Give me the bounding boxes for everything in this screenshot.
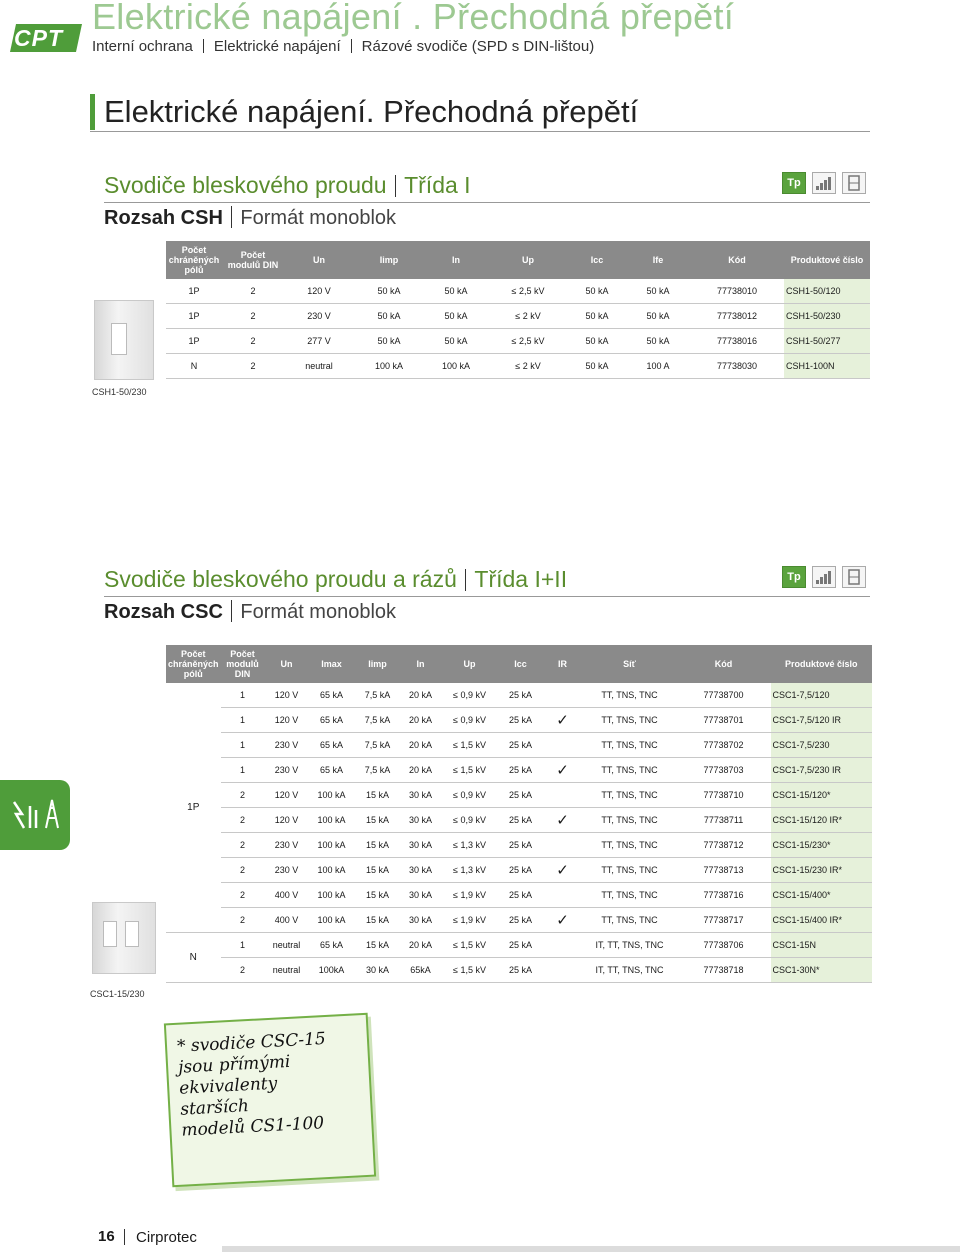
table-cell: 77738713 [677,858,771,883]
table-cell: CSC1-15/400 IR* [771,908,872,933]
table-cell: N [166,354,222,379]
col-header: Kód [690,241,784,279]
table-cell: ≤ 0,9 kV [441,708,499,733]
table-row [166,304,870,329]
table-cell: 15 kA [355,833,401,858]
lightning-tower-icon [0,780,70,850]
table-cell: 2 [221,783,265,808]
table-cell: 77738716 [677,883,771,908]
signal-bars-icon [812,566,836,588]
din-module-icon [842,172,866,194]
section1-range: Rozsah CSH [104,207,223,229]
footer-rule [222,1246,960,1252]
col-header: Produktové číslo [771,645,872,683]
col-header: Produktové číslo [784,241,870,279]
csc-table [166,645,872,983]
table-cell: 1P [166,279,222,304]
table-cell: 30 kA [401,808,441,833]
table-header-row [166,241,870,279]
table-cell: 30 kA [401,858,441,883]
table-cell: IT, TT, TNS, TNC [583,958,677,983]
divider [104,596,870,597]
table-cell: CSC1-7,5/120 [771,683,872,708]
table-cell: 7,5 kA [355,758,401,783]
table-cell: TT, TNS, TNC [583,883,677,908]
csh-table [166,241,870,379]
note-line: modelů CS1-100 [180,1113,325,1141]
breadcrumb-item[interactable]: Elektrické napájení [213,38,341,55]
table-cell: 100 kA [309,908,355,933]
note-line: jsou přímými [177,1051,291,1078]
table-row [166,683,872,708]
section2-icons [782,566,866,588]
table-cell: TT, TNS, TNC [583,908,677,933]
col-header: Icc [568,241,626,279]
table-cell: 50 kA [354,304,424,329]
table-cell: CSC1-15/120* [771,783,872,808]
pole-group-cell: 1P [166,683,221,933]
table-cell: CSC1-7,5/230 IR [771,758,872,783]
col-header: IR [543,645,583,683]
ir-check-cell [543,958,583,983]
table-cell: 25 kA [499,733,543,758]
note-line: ekvivalenty [178,1073,278,1099]
table-cell: TT, TNS, TNC [583,858,677,883]
table-cell: 400 V [265,883,309,908]
breadcrumb-item[interactable]: Rázové svodiče (SPD s DIN-lištou) [361,38,595,55]
table-cell: 20 kA [401,708,441,733]
divider [90,131,870,132]
table-cell: ≤ 1,5 kV [441,958,499,983]
table-cell: 2 [221,908,265,933]
col-header: In [401,645,441,683]
table-cell: 277 V [284,329,354,354]
table-cell: 77738718 [677,958,771,983]
table-row [166,758,872,783]
product-caption: CSH1-50/230 [92,387,147,397]
note-line: starších [179,1096,250,1120]
table-cell: 77738030 [690,354,784,379]
table-cell: 77738700 [677,683,771,708]
table-cell: 25 kA [499,958,543,983]
table-cell: ≤ 1,5 kV [441,733,499,758]
table-cell: neutral [265,958,309,983]
table-cell: 25 kA [499,758,543,783]
table-cell: CSC1-7,5/230 [771,733,872,758]
section1-title [104,172,471,199]
table-cell: 100 kA [309,883,355,908]
table-cell: 1 [221,708,265,733]
table-row [166,708,872,733]
section2-subtitle [104,600,396,624]
table-cell: CSC1-15N [771,933,872,958]
table-cell: 15 kA [355,933,401,958]
ir-check-cell: ✓ [543,858,583,883]
table-row [166,354,870,379]
table-cell: 1P [166,304,222,329]
table-cell: 25 kA [499,883,543,908]
ir-check-cell [543,683,583,708]
table-cell: ≤ 0,9 kV [441,783,499,808]
table-cell: CSH1-50/230 [784,304,870,329]
table-cell: 77738712 [677,833,771,858]
table-cell: 7,5 kA [355,683,401,708]
section1-title-text: Svodiče bleskového proudu [104,172,387,198]
table-cell: 1 [221,933,265,958]
table-cell: 2 [222,304,284,329]
table-cell: 230 V [265,733,309,758]
tp-icon: Tp [782,566,806,588]
table-cell: 50 kA [424,329,488,354]
table-cell: neutral [265,933,309,958]
table-cell: 65 kA [309,758,355,783]
table-cell: 100 kA [309,833,355,858]
table-cell: 77738710 [677,783,771,808]
table-cell: 2 [222,354,284,379]
table-cell: 2 [221,858,265,883]
col-header: Iimp [354,241,424,279]
col-header: Iimp [355,645,401,683]
table-row [166,329,870,354]
ir-check-cell: ✓ [543,808,583,833]
table-cell: 230 V [265,833,309,858]
col-header: Up [488,241,568,279]
table-cell: 1 [221,683,265,708]
section2-range: Rozsah CSC [104,601,223,623]
table-cell: 30 kA [401,833,441,858]
table-cell: 25 kA [499,858,543,883]
table-cell: 20 kA [401,733,441,758]
table-cell: 50 kA [568,329,626,354]
table-cell: 100 kA [309,858,355,883]
table-row [166,908,872,933]
handwritten-note [164,1013,376,1187]
table-cell: 100 kA [354,354,424,379]
table-cell: 120 V [265,808,309,833]
table-cell: TT, TNS, TNC [583,833,677,858]
table-row [166,883,872,908]
table-row [166,783,872,808]
col-header: Un [265,645,309,683]
section1-subtitle [104,206,396,230]
table-cell: neutral [284,354,354,379]
logo-text: CPT [14,25,63,51]
signal-bars-icon [812,172,836,194]
table-cell: 65 kA [309,683,355,708]
col-header: Síť [583,645,677,683]
table-cell: 20 kA [401,933,441,958]
table-cell: TT, TNS, TNC [583,733,677,758]
table-cell: 25 kA [499,833,543,858]
table-cell: 65 kA [309,733,355,758]
table-cell: ≤ 1,9 kV [441,883,499,908]
col-header: Kód [677,645,771,683]
table-cell: 15 kA [355,808,401,833]
table-cell: 15 kA [355,908,401,933]
table-row [166,733,872,758]
tp-icon: Tp [782,172,806,194]
table-cell: 7,5 kA [355,708,401,733]
table-cell: 120 V [284,279,354,304]
table-cell: 30 kA [401,783,441,808]
table-cell: ≤ 2 kV [488,354,568,379]
table-cell: ≤ 1,9 kV [441,908,499,933]
table-cell: 65 kA [309,933,355,958]
table-cell: 2 [221,808,265,833]
table-cell: ≤ 2 kV [488,304,568,329]
table-cell: 25 kA [499,808,543,833]
table-cell: 77738711 [677,808,771,833]
breadcrumb-item[interactable]: Interní ochrana [92,38,193,55]
section2-title [104,566,567,593]
footer-brand: Cirprotec [136,1229,197,1246]
ir-check-cell: ✓ [543,708,583,733]
table-cell: 77738702 [677,733,771,758]
table-cell: 2 [221,833,265,858]
ir-check-cell [543,783,583,808]
table-cell: CSH1-50/120 [784,279,870,304]
ir-check-cell: ✓ [543,758,583,783]
table-cell: 2 [222,279,284,304]
table-cell: 20 kA [401,758,441,783]
table-cell: 100 A [626,354,690,379]
col-header: Ife [626,241,690,279]
table-cell: 100 kA [309,783,355,808]
table-cell: 1P [166,329,222,354]
footer-separator [124,1229,125,1245]
table-cell: 25 kA [499,908,543,933]
table-cell: 120 V [265,783,309,808]
col-header: Počet modulů DIN [222,241,284,279]
table-row [166,933,872,958]
page-title: Elektrické napájení. Přechodná přepětí [104,94,639,129]
table-cell: 15 kA [355,883,401,908]
col-header: Počet modulů DIN [221,645,265,683]
table-row [166,958,872,983]
table-cell: CSH1-100N [784,354,870,379]
page-title-bar [90,94,95,130]
table-cell: 25 kA [499,708,543,733]
product-caption: CSC1-15/230 [90,989,145,999]
col-header: Un [284,241,354,279]
table-cell: 1 [221,733,265,758]
ir-check-cell [543,833,583,858]
table-cell: 30 kA [355,958,401,983]
col-header: Počet chráněných pólů [166,645,221,683]
table-row [166,833,872,858]
table-cell: 30 kA [401,883,441,908]
table-cell: 77738706 [677,933,771,958]
table-cell: 120 V [265,683,309,708]
table-cell: 100kA [309,958,355,983]
table-cell: ≤ 1,3 kV [441,858,499,883]
table-cell: 2 [222,329,284,354]
table-header-row [166,645,872,683]
table-cell: 30 kA [401,908,441,933]
section2-class: Třída I+II [474,566,568,592]
table-row [166,808,872,833]
table-cell: 77738703 [677,758,771,783]
table-cell: 2 [221,958,265,983]
table-cell: 50 kA [568,304,626,329]
note-line: * svodiče CSC-15 [176,1029,327,1057]
section2-title-text: Svodiče bleskového proudu a rázů [104,566,457,592]
table-cell: 20 kA [401,683,441,708]
product-image-csc [92,902,156,974]
table-cell: 50 kA [424,279,488,304]
section2-format: Formát monoblok [240,601,397,623]
table-cell: 50 kA [424,304,488,329]
table-cell: 230 V [284,304,354,329]
table-cell: TT, TNS, TNC [583,683,677,708]
table-cell: CSC1-15/230 IR* [771,858,872,883]
table-cell: 77738016 [690,329,784,354]
table-cell: 100 kA [424,354,488,379]
table-cell: TT, TNS, TNC [583,758,677,783]
table-cell: 25 kA [499,933,543,958]
table-cell: 25 kA [499,683,543,708]
table-cell: 77738012 [690,304,784,329]
table-cell: 2 [221,883,265,908]
table-cell: 230 V [265,858,309,883]
table-cell: CSC1-30N* [771,958,872,983]
table-cell: TT, TNS, TNC [583,708,677,733]
table-cell: 120 V [265,708,309,733]
table-cell: 230 V [265,758,309,783]
product-image-csh [94,300,154,380]
col-header: Icc [499,645,543,683]
table-cell: ≤ 2,5 kV [488,279,568,304]
table-cell: 65 kA [309,708,355,733]
table-cell: 65kA [401,958,441,983]
table-cell: 50 kA [354,279,424,304]
section1-format: Formát monoblok [240,207,397,229]
col-header: Up [441,645,499,683]
table-cell: 50 kA [626,304,690,329]
col-header: In [424,241,488,279]
ir-check-cell [543,933,583,958]
table-cell: 15 kA [355,783,401,808]
table-cell: TT, TNS, TNC [583,783,677,808]
table-cell: 15 kA [355,858,401,883]
table-row [166,279,870,304]
table-cell: CSC1-7,5/120 IR [771,708,872,733]
table-cell: ≤ 1,5 kV [441,933,499,958]
table-cell: 1 [221,758,265,783]
table-cell: 50 kA [568,354,626,379]
table-cell: 50 kA [626,279,690,304]
table-cell: ≤ 0,9 kV [441,808,499,833]
table-cell: 50 kA [354,329,424,354]
table-cell: 50 kA [626,329,690,354]
table-cell: IT, TT, TNS, TNC [583,933,677,958]
table-row [166,858,872,883]
ir-check-cell: ✓ [543,908,583,933]
din-module-icon [842,566,866,588]
pole-group-cell: N [166,933,221,983]
table-cell: ≤ 1,3 kV [441,833,499,858]
table-cell: ≤ 2,5 kV [488,329,568,354]
table-cell: CSC1-15/230* [771,833,872,858]
ir-check-cell [543,733,583,758]
table-cell: 77738701 [677,708,771,733]
table-cell: 77738010 [690,279,784,304]
table-cell: 7,5 kA [355,733,401,758]
table-cell: 25 kA [499,783,543,808]
table-cell: CSC1-15/120 IR* [771,808,872,833]
divider [104,202,870,203]
page-number: 16 [98,1228,115,1245]
table-cell: 50 kA [568,279,626,304]
table-cell: ≤ 0,9 kV [441,683,499,708]
table-cell: 100 kA [309,808,355,833]
section1-class: Třída I [404,172,471,198]
breadcrumb [92,38,594,55]
table-cell: ≤ 1,5 kV [441,758,499,783]
table-cell: CSH1-50/277 [784,329,870,354]
col-header: Počet chráněných pólů [166,241,222,279]
table-cell: CSC1-15/400* [771,883,872,908]
col-header: Imax [309,645,355,683]
table-cell: 400 V [265,908,309,933]
header-title: Elektrické napájení . Přechodná přepětí [92,0,735,37]
table-cell: TT, TNS, TNC [583,808,677,833]
section1-icons [782,172,866,194]
table-cell: 77738717 [677,908,771,933]
ir-check-cell [543,883,583,908]
